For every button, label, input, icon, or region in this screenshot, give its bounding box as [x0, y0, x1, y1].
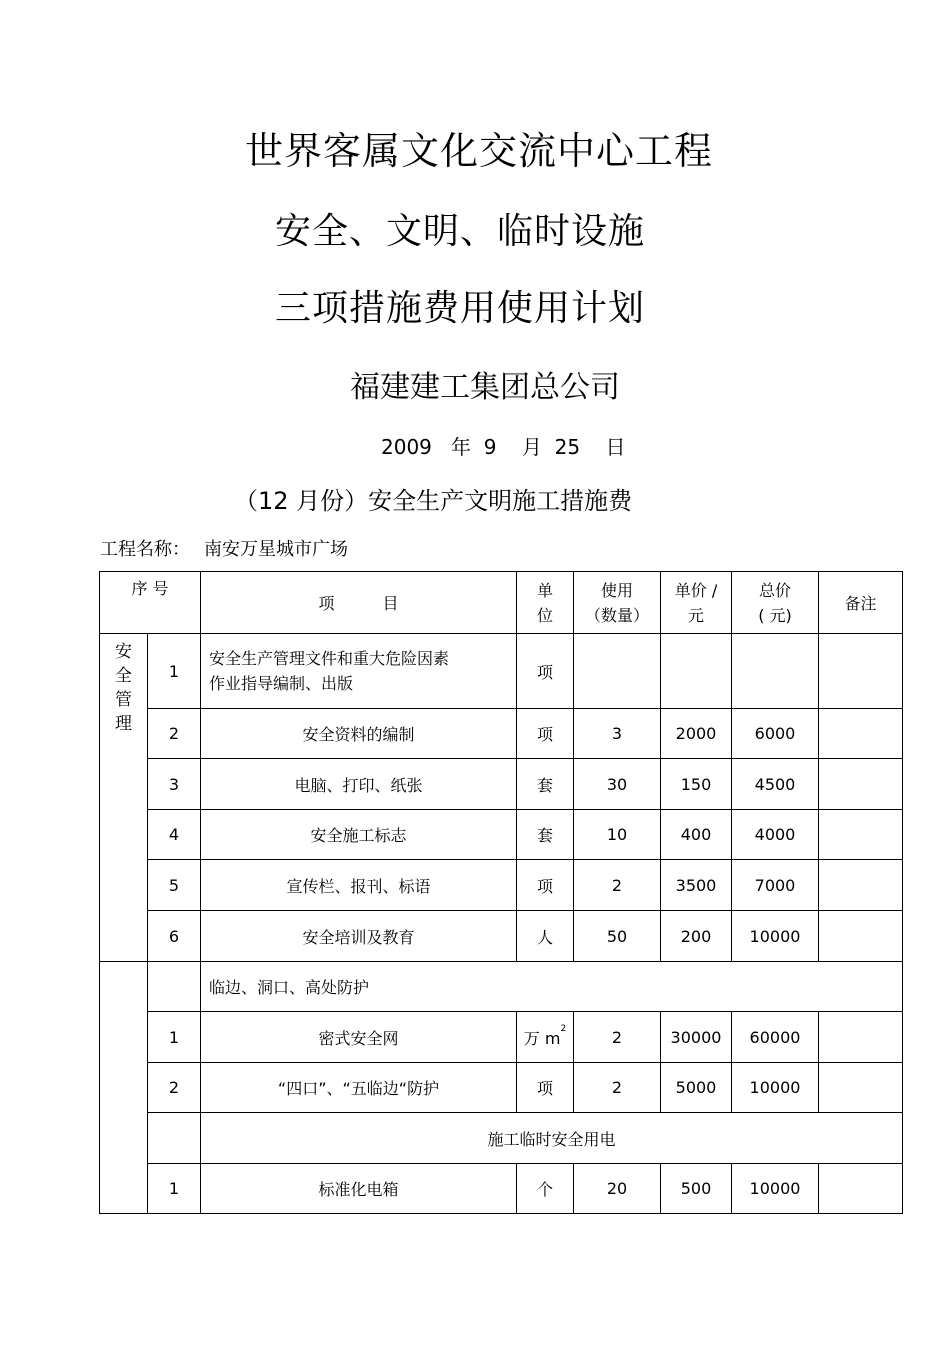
header-unit-price: 单价 / 元	[661, 572, 732, 634]
row-qty: 2	[574, 1063, 661, 1113]
table-row	[100, 860, 903, 911]
row-item: 安全资料的编制	[201, 709, 517, 759]
row-total: 4500	[732, 759, 819, 810]
row-no: 1	[148, 1164, 201, 1214]
row-unit: 项	[517, 1063, 574, 1113]
row-price: 500	[661, 1164, 732, 1214]
date-month-unit: 月	[521, 435, 542, 459]
category-cell-blank	[100, 962, 148, 1214]
document-subtitle: （12 月份）安全生产文明施工措施费	[234, 487, 633, 515]
row-total	[732, 634, 819, 709]
header-total-price: 总价 ( 元)	[732, 572, 819, 634]
row-unit: 项	[517, 709, 574, 759]
company-name: 福建建工集团总公司	[350, 370, 620, 405]
row-item: “四口”、“五临边“防护	[201, 1063, 517, 1113]
date-day: 25	[554, 435, 581, 459]
category-safety-management: 安 全 管 理	[100, 634, 148, 962]
date-month: 9	[483, 435, 497, 459]
row-price: 2000	[661, 709, 732, 759]
row-item: 宣传栏、报刊、标语	[201, 860, 517, 911]
row-remark	[819, 709, 903, 759]
table-header-row	[100, 572, 903, 634]
header-qty: 使用 （数量）	[574, 572, 661, 634]
row-remark	[819, 810, 903, 860]
section-row	[100, 962, 903, 1012]
row-item: 安全生产管理文件和重大危险因素 作业指导编制、出版	[201, 634, 517, 709]
row-price: 150	[661, 759, 732, 810]
section-title-temporary-power: 施工临时安全用电	[201, 1113, 903, 1164]
row-no: 4	[148, 810, 201, 860]
row-remark	[819, 1012, 903, 1063]
table-row	[100, 911, 903, 962]
row-total: 10000	[732, 1164, 819, 1214]
row-price: 3500	[661, 860, 732, 911]
table-row	[100, 759, 903, 810]
row-price: 30000	[661, 1012, 732, 1063]
row-no: 6	[148, 911, 201, 962]
row-price: 200	[661, 911, 732, 962]
row-qty	[574, 634, 661, 709]
row-price	[661, 634, 732, 709]
row-item: 安全培训及教育	[201, 911, 517, 962]
row-no: 2	[148, 1063, 201, 1113]
row-unit: 套	[517, 759, 574, 810]
table-row	[100, 1063, 903, 1113]
header-remark: 备注	[819, 572, 903, 634]
row-no: 5	[148, 860, 201, 911]
document-date	[381, 431, 625, 460]
row-unit: 万 $m^2$	[517, 1012, 574, 1063]
document-title-line-1: 世界客属文化交流中心工程	[244, 129, 713, 173]
row-total: 4000	[732, 810, 819, 860]
section-row	[100, 1113, 903, 1164]
header-unit: 单 位	[517, 572, 574, 634]
row-qty: 20	[574, 1164, 661, 1214]
header-seq: 序 号	[100, 572, 201, 634]
table-row	[100, 709, 903, 759]
table-row	[100, 634, 903, 709]
document-title-line-3: 三项措施费用使用计划	[274, 288, 645, 329]
row-total: 10000	[732, 1063, 819, 1113]
row-unit: 项	[517, 634, 574, 709]
row-unit: 套	[517, 810, 574, 860]
row-remark	[819, 860, 903, 911]
row-no: 1	[148, 1012, 201, 1063]
row-item: 密式安全网	[201, 1012, 517, 1063]
row-total: 60000	[732, 1012, 819, 1063]
row-no: 3	[148, 759, 201, 810]
row-qty: 10	[574, 810, 661, 860]
row-qty: 50	[574, 911, 661, 962]
row-unit: 人	[517, 911, 574, 962]
project-name: 南安万星城市广场	[204, 539, 348, 560]
row-remark	[819, 1063, 903, 1113]
table-row	[100, 1012, 903, 1063]
row-unit: 个	[517, 1164, 574, 1214]
row-item: 标准化电箱	[201, 1164, 517, 1214]
row-price: 5000	[661, 1063, 732, 1113]
row-qty: 30	[574, 759, 661, 810]
row-no: 2	[148, 709, 201, 759]
row-total: 10000	[732, 911, 819, 962]
section-no-blank	[148, 1113, 201, 1164]
date-day-unit: 日	[605, 435, 626, 459]
row-item: 电脑、打印、纸张	[201, 759, 517, 810]
row-total: 7000	[732, 860, 819, 911]
row-remark	[819, 634, 903, 709]
row-remark	[819, 1164, 903, 1214]
date-year-unit: 年	[450, 435, 471, 459]
row-remark	[819, 759, 903, 810]
row-qty: 2	[574, 860, 661, 911]
row-item: 安全施工标志	[201, 810, 517, 860]
project-label: 工程名称：	[100, 539, 190, 560]
row-qty: 2	[574, 1012, 661, 1063]
section-no-blank	[148, 962, 201, 1012]
row-price: 400	[661, 810, 732, 860]
row-total: 6000	[732, 709, 819, 759]
table-row	[100, 1164, 903, 1214]
row-qty: 3	[574, 709, 661, 759]
section-title-edge-protection: 临边、洞口、高处防护	[201, 962, 903, 1012]
row-unit: 项	[517, 860, 574, 911]
date-year: 2009	[381, 435, 432, 459]
cost-plan-table	[99, 571, 903, 1214]
row-no: 1	[148, 634, 201, 709]
project-line	[100, 535, 348, 561]
row-remark	[819, 911, 903, 962]
header-item: 项 目	[201, 572, 517, 634]
document-title-line-2: 安全、文明、临时设施	[274, 211, 645, 252]
table-row	[100, 810, 903, 860]
